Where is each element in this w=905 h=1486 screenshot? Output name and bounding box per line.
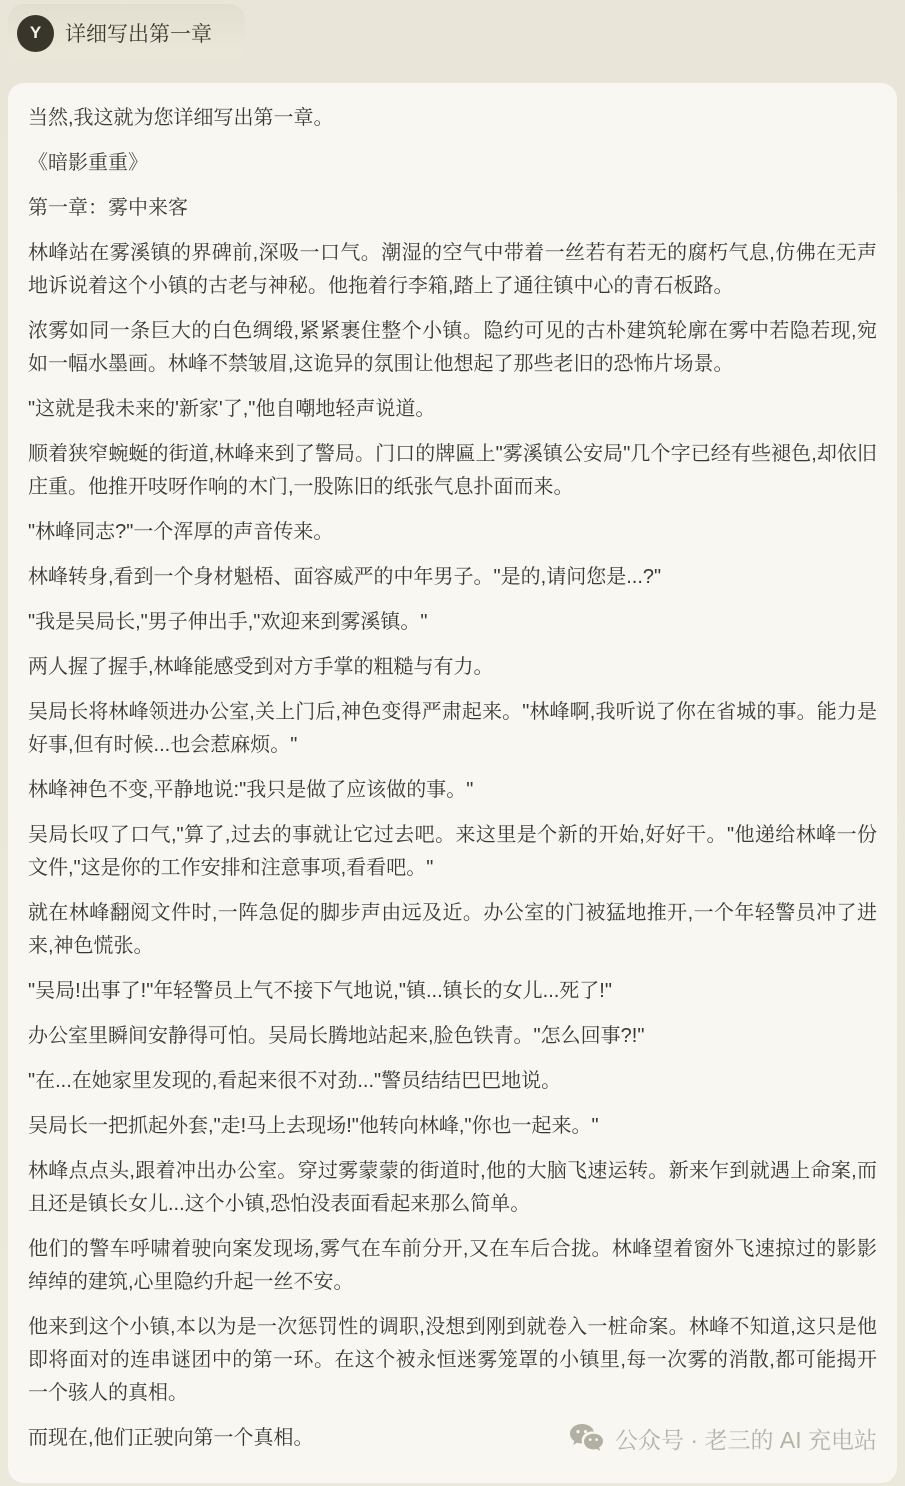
watermark (569, 1422, 877, 1455)
assistant-paragraph: 林峰站在雾溪镇的界碑前,深吸一口气。潮湿的空气中带着一丝若有若无的腐朽气息,仿佛在无声地诉说着这个小镇的古老与神秘。他拖着行李箱,踏上了通往镇中心的青石板路。 (28, 242, 877, 297)
wechat-icon (569, 1423, 606, 1455)
assistant-paragraph: 两人握了握手,林峰能感受到对方手掌的粗糙与有力。 (28, 656, 494, 678)
assistant-paragraph: 吴局长将林峰领进办公室,关上门后,神色变得严肃起来。"林峰啊,我听说了你在省城的事。能力是好事,但有时候...也会惹麻烦。" (28, 701, 877, 756)
assistant-paragraph: 他们的警车呼啸着驶向案发现场,雾气在车前分开,又在车后合拢。林峰望着窗外飞速掠过的影影绰绰的建筑,心里隐约升起一丝不安。 (28, 1238, 877, 1293)
assistant-paragraph: 他来到这个小镇,本以为是一次惩罚性的调职,没想到刚到就卷入一桩命案。林峰不知道,这只是他即将面对的连串谜团中的第一环。在这个被永恒迷雾笼罩的小镇里,每一次雾的消散,都可能揭开一个骇人的真相。 (28, 1316, 877, 1404)
user-message-row (0, 0, 905, 62)
assistant-paragraph: 林峰点点头,跟着冲出办公室。穿过雾蒙蒙的街道时,他的大脑飞速运转。新来乍到就遇上命案,而且还是镇长女儿...这个小镇,恐怕没表面看起来那么简单。 (28, 1160, 877, 1215)
assistant-paragraph: 而现在,他们正驶向第一个真相。 (28, 1427, 314, 1449)
assistant-paragraph: 就在林峰翻阅文件时,一阵急促的脚步声由远及近。办公室的门被猛地推开,一个年轻警员冲了进来,神色慌张。 (28, 902, 877, 957)
assistant-paragraphs (28, 102, 877, 1410)
assistant-paragraph: 当然,我这就为您详细写出第一章。 (28, 107, 334, 129)
assistant-paragraph: 林峰转身,看到一个身材魁梧、面容威严的中年男子。"是的,请问您是...?" (28, 566, 662, 588)
assistant-paragraph: 吴局长一把抓起外套,"走!马上去现场!"他转向林峰,"你也一起来。" (28, 1115, 599, 1137)
user-message-text: 详细写出第一章 (65, 23, 212, 46)
assistant-paragraph: 林峰神色不变,平静地说:"我只是做了应该做的事。" (28, 779, 474, 801)
assistant-paragraph: "我是吴局长,"男子伸出手,"欢迎来到雾溪镇。" (28, 611, 428, 633)
assistant-paragraph: "林峰同志?"一个浑厚的声音传来。 (28, 521, 334, 543)
assistant-paragraph: 浓雾如同一条巨大的白色绸缎,紧紧裹住整个小镇。隐约可见的古朴建筑轮廓在雾中若隐若现,宛如一幅水墨画。林峰不禁皱眉,这诡异的氛围让他想起了那些老旧的恐怖片场景。 (28, 320, 877, 375)
watermark-text: 公众号 · 老三的 AI 充电站 (615, 1427, 877, 1453)
assistant-paragraph: "吴局!出事了!"年轻警员上气不接下气地说,"镇...镇长的女儿...死了!" (28, 980, 612, 1002)
assistant-paragraph: 办公室里瞬间安静得可怕。吴局长腾地站起来,脸色铁青。"怎么回事?!" (28, 1025, 645, 1047)
assistant-response-card (8, 83, 897, 1483)
assistant-paragraph: "这就是我未来的'新家'了,"他自嘲地轻声说道。 (28, 398, 436, 420)
response-footer-row (28, 1422, 877, 1455)
assistant-paragraph: "在...在她家里发现的,看起来很不对劲..."警员结结巴巴地说。 (28, 1070, 562, 1092)
assistant-paragraph: 吴局长叹了口气,"算了,过去的事就让它过去吧。来这里是个新的开始,好好干。"他递给林峰一份文件,"这是你的工作安排和注意事项,看看吧。" (28, 824, 877, 879)
assistant-paragraph: 顺着狭窄蜿蜒的街道,林峰来到了警局。门口的牌匾上"雾溪镇公安局"几个字已经有些褪色,却依旧庄重。他推开吱呀作响的木门,一股陈旧的纸张气息扑面而来。 (28, 443, 877, 498)
user-avatar: Y (17, 15, 54, 52)
user-message-bubble (8, 4, 245, 62)
assistant-paragraph: 《暗影重重》 (28, 152, 148, 174)
assistant-paragraph: 第一章：雾中来客 (28, 197, 188, 219)
